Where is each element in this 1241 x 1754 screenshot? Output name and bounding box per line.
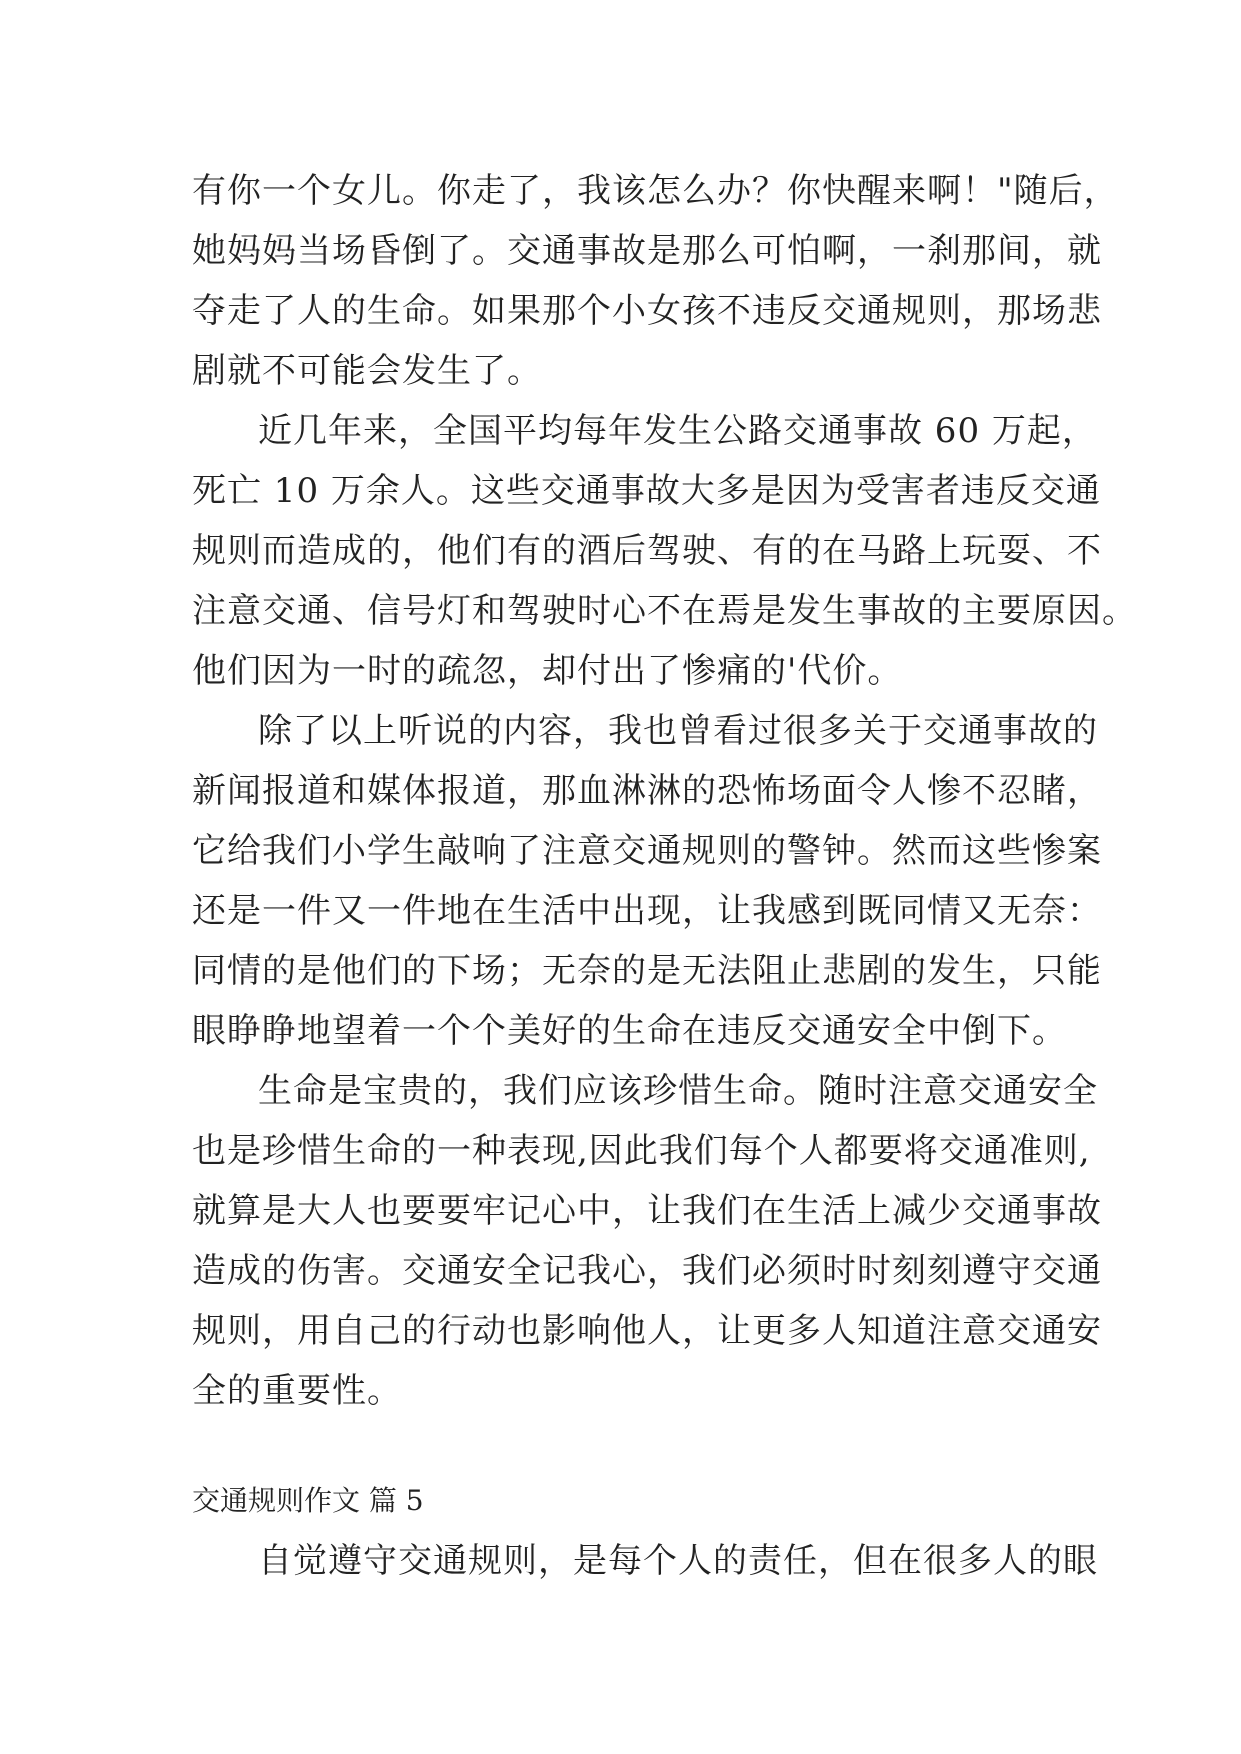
paragraph-line: 也是珍惜生命的一种表现,因此我们每个人都要将交通准则, <box>192 1131 1091 1171</box>
paragraph-line: 新闻报道和媒体报道，那血淋淋的恐怖场面令人惨不忍睹， <box>192 771 1102 811</box>
paragraph-line: 自觉遵守交通规则，是每个人的责任，但在很多人的眼 <box>258 1541 1098 1581</box>
paragraph-line: 同情的是他们的下场；无奈的是无法阻止悲剧的发生，只能 <box>192 951 1102 991</box>
paragraph-line: 剧就不可能会发生了。 <box>192 351 542 391</box>
paragraph-line: 注意交通、信号灯和驾驶时心不在焉是发生事故的主要原因。 <box>192 591 1137 631</box>
paragraph-line: 还是一件又一件地在生活中出现，让我感到既同情又无奈： <box>192 891 1102 931</box>
paragraph-line: 眼睁睁地望着一个个美好的生命在违反交通安全中倒下。 <box>192 1011 1067 1051</box>
paragraph-line: 近几年来，全国平均每年发生公路交通事故 60 万起， <box>258 411 1097 451</box>
paragraph-line: 规则而造成的，他们有的酒后驾驶、有的在马路上玩耍、不 <box>192 531 1102 571</box>
section-heading: 交通规则作文 篇 5 <box>192 1484 424 1517</box>
paragraph-line: 全的重要性。 <box>192 1371 402 1411</box>
paragraph-line: 他们因为一时的疏忽，却付出了惨痛的'代价。 <box>192 651 903 691</box>
paragraph-line: 夺走了人的生命。如果那个小女孩不违反交通规则，那场悲 <box>192 291 1102 331</box>
paragraph-line: 造成的伤害。交通安全记我心，我们必须时时刻刻遵守交通 <box>192 1251 1102 1291</box>
paragraph-line: 死亡 10 万余人。这些交通事故大多是因为受害者违反交通 <box>192 471 1101 511</box>
paragraph-line: 除了以上听说的内容，我也曾看过很多关于交通事故的 <box>258 711 1098 751</box>
paragraph-line: 生命是宝贵的，我们应该珍惜生命。随时注意交通安全 <box>258 1071 1098 1111</box>
paragraph-line: 就算是大人也要要牢记心中，让我们在生活上减少交通事故 <box>192 1191 1102 1231</box>
paragraph-line: 它给我们小学生敲响了注意交通规则的警钟。然而这些惨案 <box>192 831 1102 871</box>
paragraph-line: 规则，用自己的行动也影响他人，让更多人知道注意交通安 <box>192 1311 1102 1351</box>
paragraph-line: 她妈妈当场昏倒了。交通事故是那么可怕啊，一刹那间，就 <box>192 231 1102 271</box>
paragraph-line: 有你一个女儿。你走了，我该怎么办？你快醒来啊！"随后， <box>192 171 1119 211</box>
